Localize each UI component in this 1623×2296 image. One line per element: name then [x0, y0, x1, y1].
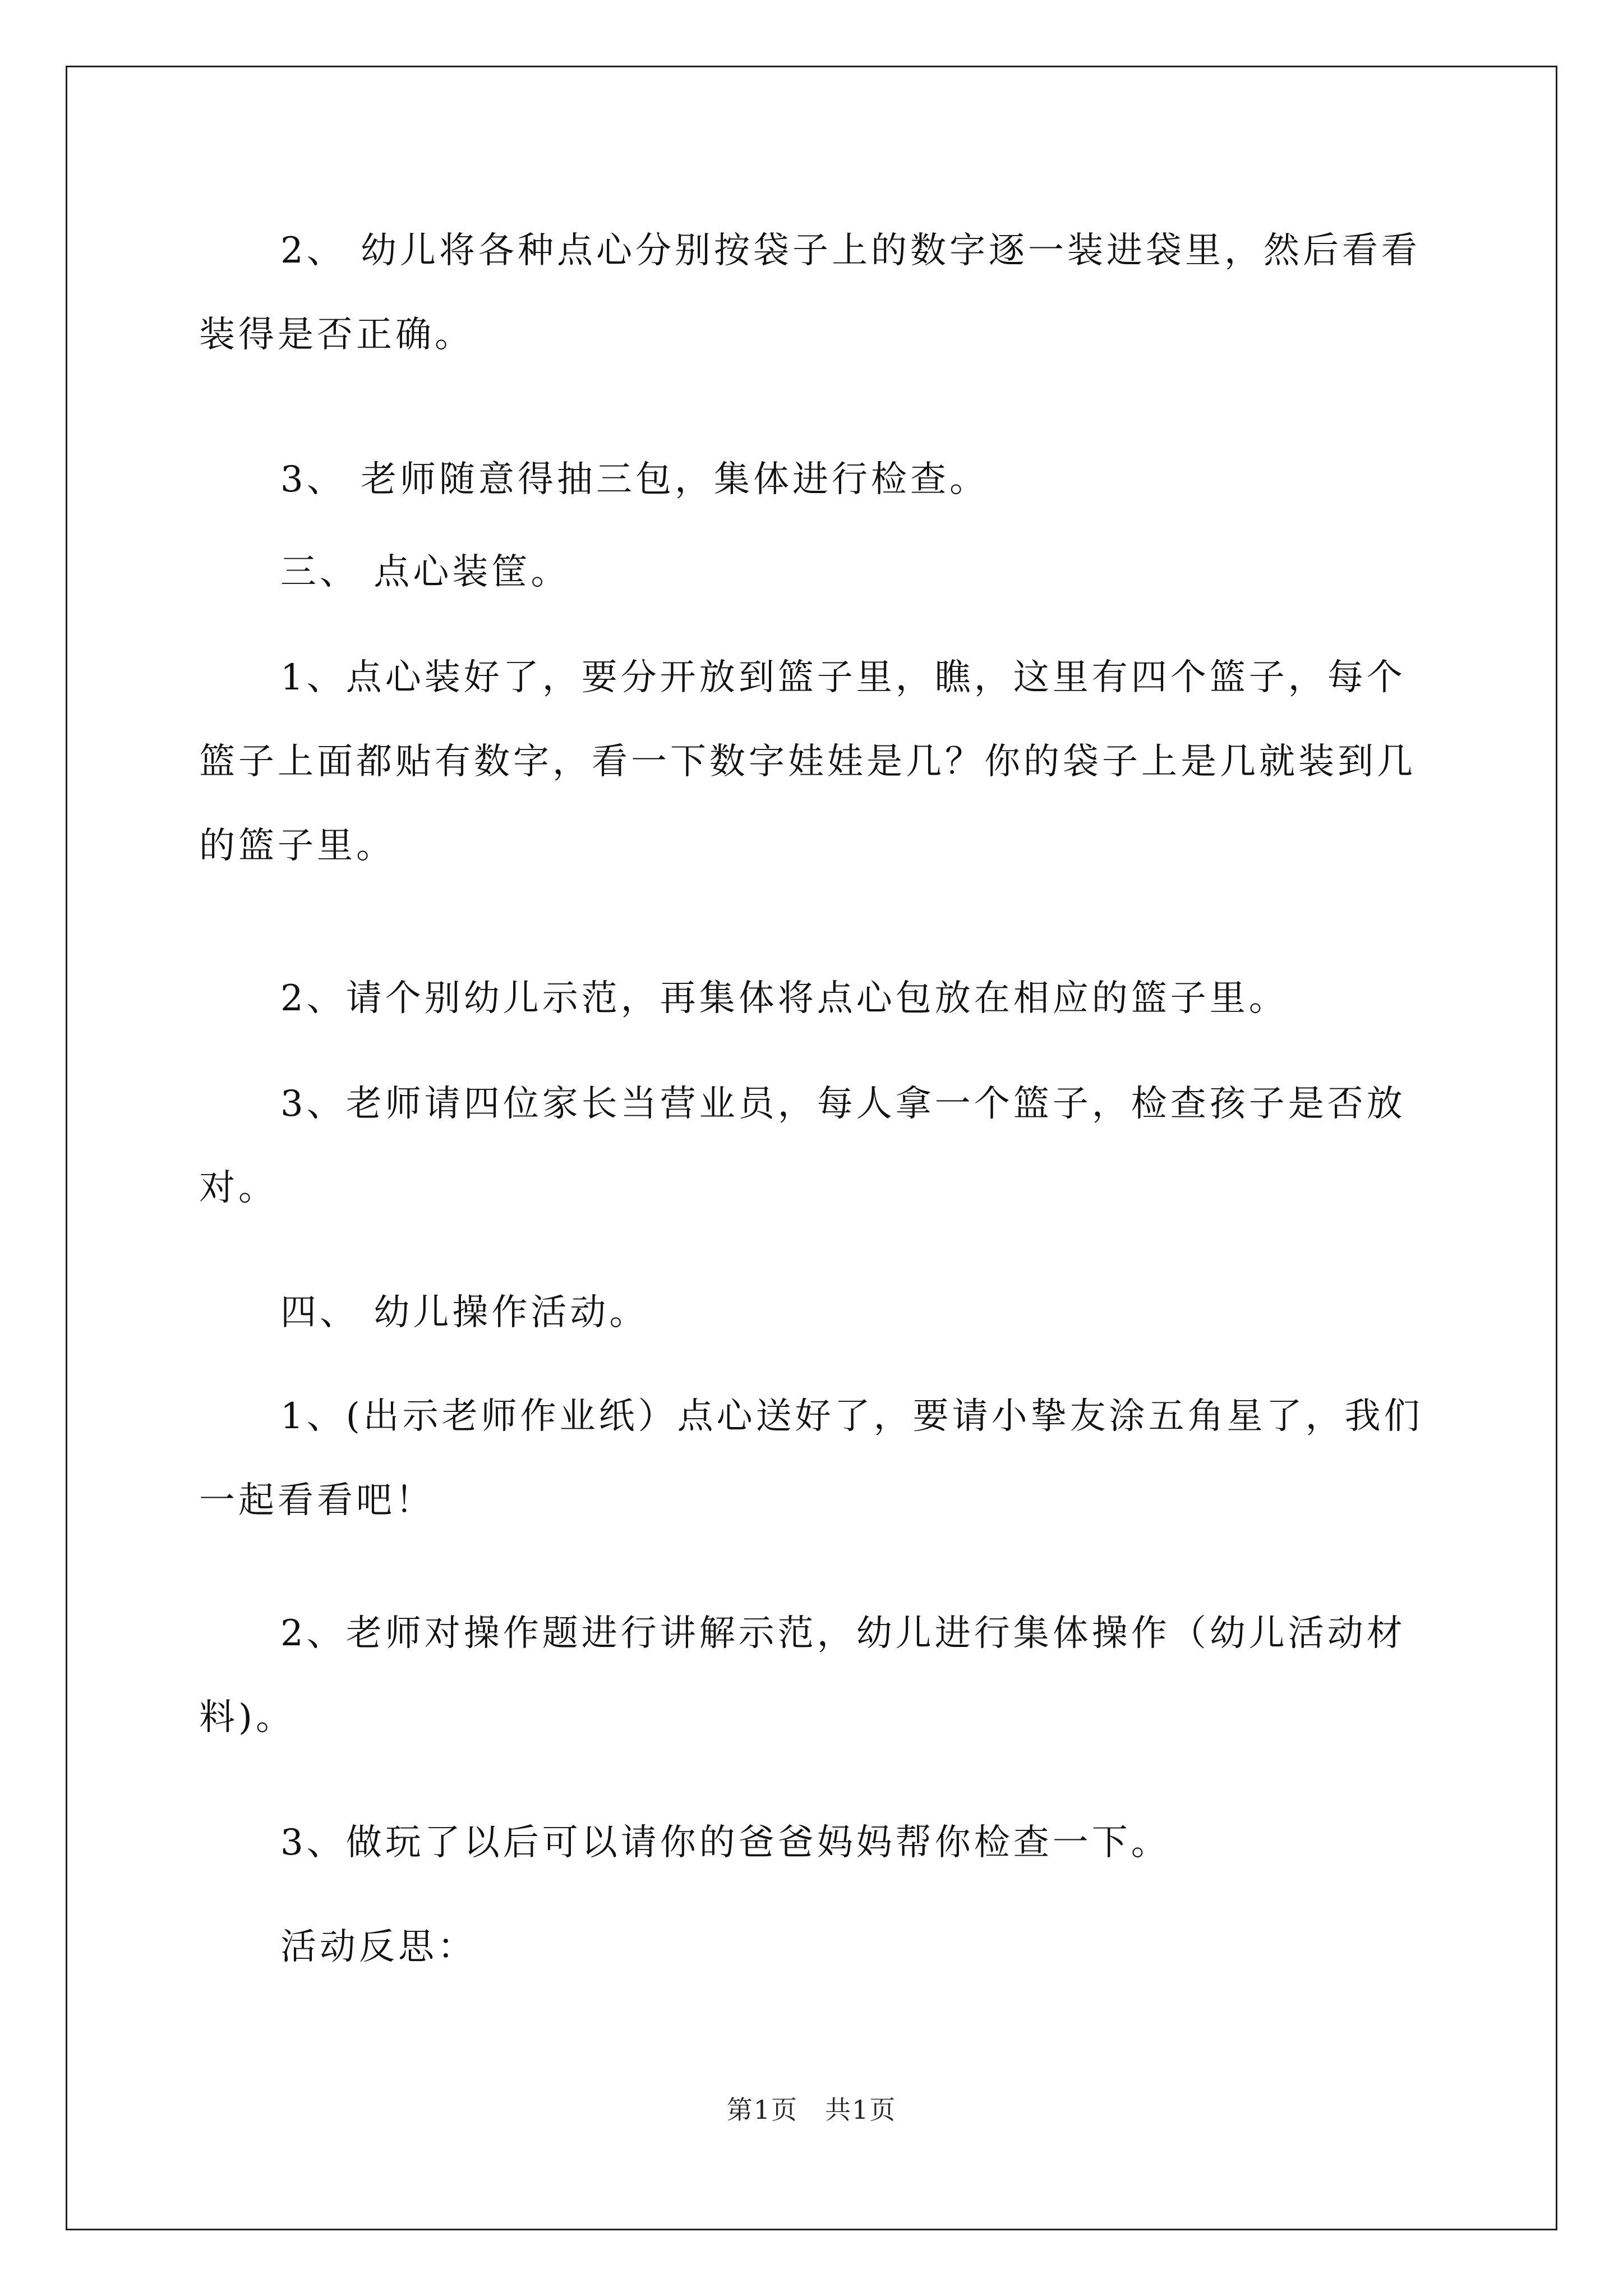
- section-heading-3: 三、 点心装筐。: [280, 551, 570, 593]
- paragraph-1: 2、 幼儿将各种点心分别按袋子上的数字逐一装进袋里，然后看看装得是否正确。: [199, 230, 1421, 356]
- page-number-footer: 第1页 共1页: [726, 2095, 897, 2125]
- paragraph-6: 1、(出示老师作业纸）点心送好了，要请小挚友涂五角星了，我们一起看看吧！: [199, 1396, 1423, 1521]
- reflection-heading: 活动反思：: [280, 1926, 477, 1968]
- paragraph-4: 2、请个别幼儿示范，再集体将点心包放在相应的篮子里。: [280, 978, 1288, 1019]
- paragraph-2: 3、 老师随意得抽三包，集体进行检查。: [280, 459, 989, 500]
- paragraph-3: 1、点心装好了，要分开放到篮子里，瞧，这里有四个篮子，每个篮子上面都贴有数字，看一下数字娃娃是几？你的袋子上是几就装到几的篮子里。: [199, 657, 1416, 867]
- paragraph-7: 2、老师对操作题进行讲解示范，幼儿进行集体操作（幼儿活动材料)。: [199, 1613, 1406, 1738]
- paragraph-5: 3、老师请四位家长当营业员，每人拿一个篮子，检查孩子是否放对。: [199, 1083, 1406, 1209]
- paragraph-8: 3、做玩了以后可以请你的爸爸妈妈帮你检查一下。: [280, 1822, 1170, 1864]
- section-heading-4: 四、 幼儿操作活动。: [280, 1292, 649, 1333]
